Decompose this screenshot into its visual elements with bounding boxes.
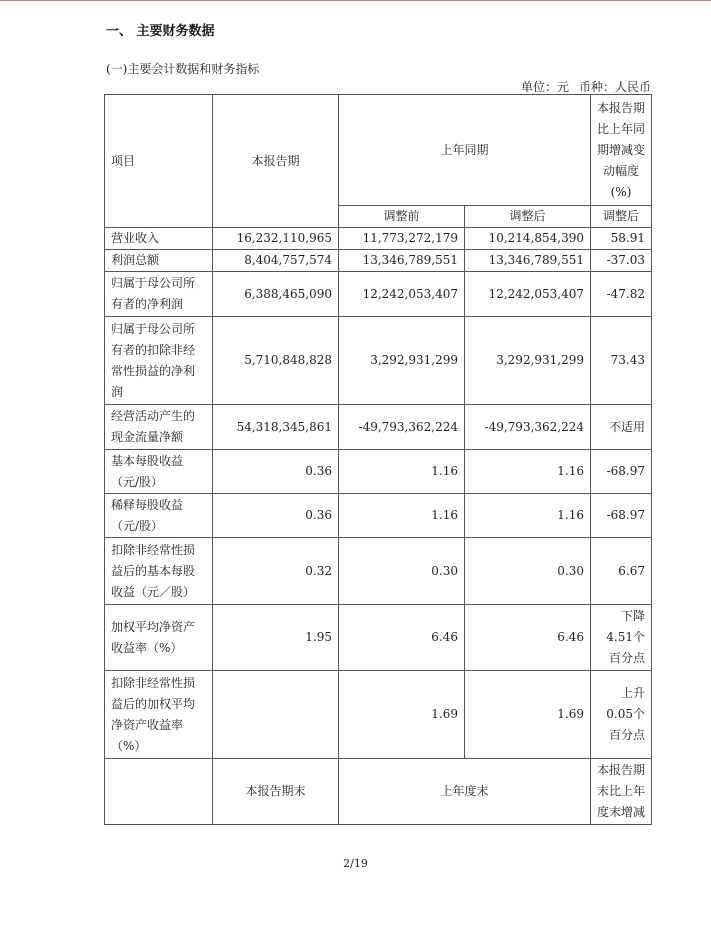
row-label: 稀释每股收益（元/股） (105, 494, 213, 538)
current-value: 5,710,848,828 (213, 317, 339, 405)
sub-title: (一)主要会计数据和财务指标 (106, 62, 260, 76)
header-row (105, 95, 652, 206)
unit-line (511, 78, 651, 95)
header-current-period-end: 本报告期末 (213, 759, 339, 825)
page-number: 2/19 (343, 857, 368, 870)
current-value: 6,388,465,090 (213, 272, 339, 317)
after-value: 1.16 (465, 450, 591, 494)
table-row (105, 494, 652, 538)
top-rule (0, 0, 711, 1)
table-row (105, 450, 652, 494)
before-value: 13,346,789,551 (339, 250, 465, 272)
table-row (105, 250, 652, 272)
after-value: 10,214,854,390 (465, 228, 591, 250)
row-label: 扣除非经常性损益后的加权平均净资产收益率（%） (105, 671, 213, 759)
after-value: 6.46 (465, 605, 591, 671)
row-label: 归属于母公司所有者的扣除非经常性损益的净利润 (105, 317, 213, 405)
after-value: 1.16 (465, 494, 591, 538)
change-value: 73.43 (591, 317, 652, 405)
table-row (105, 671, 652, 759)
current-value: 8,404,757,574 (213, 250, 339, 272)
before-value: 11,773,272,179 (339, 228, 465, 250)
after-value: 0.30 (465, 538, 591, 605)
header-item: 项目 (105, 95, 213, 228)
header-change-vs-year-end: 本报告期末比上年度末增减 (591, 759, 652, 825)
financial-data-table (104, 94, 652, 825)
before-value: 1.16 (339, 494, 465, 538)
section-title: 一、 主要财务数据 (106, 24, 215, 39)
table-row (105, 228, 652, 250)
row-label: 加权平均净资产收益率（%） (105, 605, 213, 671)
row-label: 基本每股收益（元/股） (105, 450, 213, 494)
table-row (105, 405, 652, 450)
before-value: 3,292,931,299 (339, 317, 465, 405)
row-label: 营业收入 (105, 228, 213, 250)
current-value (213, 671, 339, 759)
header-before-adjustment: 调整前 (339, 206, 465, 228)
row-label: 经营活动产生的现金流量净额 (105, 405, 213, 450)
after-value: 13,346,789,551 (465, 250, 591, 272)
before-value: 12,242,053,407 (339, 272, 465, 317)
change-value: 6.67 (591, 538, 652, 605)
after-value: -49,793,362,224 (465, 405, 591, 450)
change-value: -37.03 (591, 250, 652, 272)
change-value: 不适用 (591, 405, 652, 450)
after-value: 12,242,053,407 (465, 272, 591, 317)
change-value: 下降4.51个百分点 (591, 605, 652, 671)
table-row (105, 605, 652, 671)
row-label: 扣除非经常性损益后的基本每股收益（元／股） (105, 538, 213, 605)
change-value: -68.97 (591, 494, 652, 538)
row-label: 利润总额 (105, 250, 213, 272)
period-end-blank (105, 759, 213, 825)
before-value: -49,793,362,224 (339, 405, 465, 450)
before-value: 0.30 (339, 538, 465, 605)
unit-label: 单位：元 (520, 80, 569, 94)
change-value: 上升0.05个百分点 (591, 671, 652, 759)
current-value: 1.95 (213, 605, 339, 671)
header-prior-period: 上年同期 (339, 95, 591, 206)
current-value: 54,318,345,861 (213, 405, 339, 450)
after-value: 1.69 (465, 671, 591, 759)
currency-label: 币种：人民币 (578, 80, 651, 94)
period-end-header-row (105, 759, 652, 825)
current-value: 0.32 (213, 538, 339, 605)
header-prior-year-end: 上年度末 (339, 759, 591, 825)
current-value: 0.36 (213, 494, 339, 538)
before-value: 1.16 (339, 450, 465, 494)
header-after-adjustment: 调整后 (465, 206, 591, 228)
current-value: 0.36 (213, 450, 339, 494)
before-value: 6.46 (339, 605, 465, 671)
current-value: 16,232,110,965 (213, 228, 339, 250)
change-value: 58.91 (591, 228, 652, 250)
after-value: 3,292,931,299 (465, 317, 591, 405)
change-value: -47.82 (591, 272, 652, 317)
table-row (105, 538, 652, 605)
table-row (105, 317, 652, 405)
row-label: 归属于母公司所有者的净利润 (105, 272, 213, 317)
header-current-period: 本报告期 (213, 95, 339, 228)
header-change-adjusted: 调整后 (591, 206, 652, 228)
before-value: 1.69 (339, 671, 465, 759)
table-row (105, 272, 652, 317)
header-change: 本报告期比上年同期增减变动幅度(%) (591, 95, 652, 206)
change-value: -68.97 (591, 450, 652, 494)
